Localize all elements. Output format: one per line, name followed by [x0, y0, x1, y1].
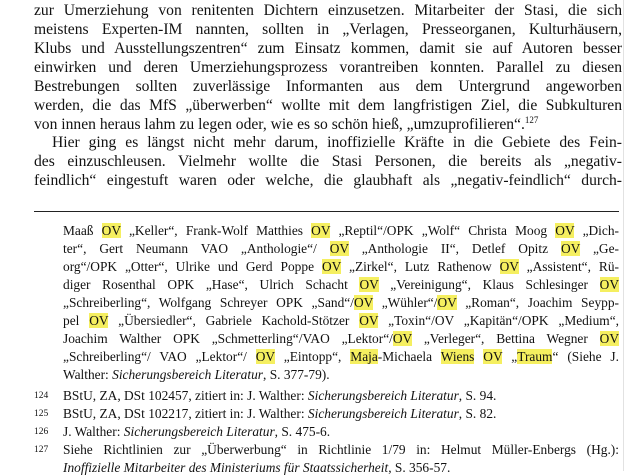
highlighted-term: OV [359, 313, 379, 328]
book-title: Sicherungsbereich Literatur [307, 406, 459, 421]
footnote-text: , S. 94. [458, 388, 497, 403]
highlighted-term: OV [89, 313, 109, 328]
footnote-text: „Schreiberling“, Wolfgang Schreyer OPK „Sand“/ [63, 295, 354, 310]
footnote-line [63, 277, 619, 293]
footnote-text: , S. 377-79). [263, 367, 330, 382]
footnote-number: 126 [34, 427, 49, 437]
body-line: werden, die das MfS „überwerben“ wollte mit dem langfristigen Ziel, die Subkulturen [34, 97, 622, 114]
footnote-text: BStU, ZA, DSt 102457, zitiert in: J. Walther: [63, 388, 308, 403]
footnote-line [63, 460, 619, 476]
footnote-text: pel [63, 313, 90, 328]
highlighted-term: OV [311, 223, 331, 238]
footnote-text: „Anthologie II“, Detlef Opitz [348, 241, 561, 256]
footnote-number: 125 [34, 409, 49, 419]
window-edge [623, 0, 631, 471]
body-line: Bestrebungen sollten zuverlässige Informanten aus dem Untergrund angeworben [34, 78, 622, 95]
book-title: Inoffizielle Mitarbeiter des Ministeriums für Staatssicherheit [63, 460, 389, 475]
footnote-text: „Reptil“/OPK „Wolf“ Christa Moog [330, 223, 556, 238]
footnote-text: „Ge- [580, 241, 619, 256]
highlighted-term: OV [499, 259, 519, 274]
body-line: zur Umerziehung von renitenten Dichtern einzusetzen. Mitarbeiter der Stasi, die sich [34, 2, 622, 19]
footnote-text: „Keller“, Frank-Wolf Matthies [120, 223, 312, 238]
body-line: von innen heraus lahm zu legen oder, wie es so schön hieß, „umzuprofilieren“. [34, 116, 525, 133]
footnote-line [63, 367, 619, 383]
highlighted-term: OV [599, 331, 619, 346]
footnote-text: Siehe Richtlinien zur „Überwerbung“ in Richtlinie 1/79 in: Helmut Müller-Enbergs (Hg.): [63, 442, 619, 457]
highlighted-term: OV [392, 331, 412, 346]
footnote-text: diger Rosenthal OPK „Hase“, Ulrich Schacht [63, 277, 360, 292]
footnote-text: „Wühler“/ [373, 295, 438, 310]
highlighted-term: OV [560, 241, 581, 256]
footnote-number: 124 [34, 391, 49, 401]
footnote-text: „Zirkel“, Lutz Rathenow [341, 259, 500, 274]
footnote-text: “ (Siehe J. [552, 349, 619, 364]
footnote-line [63, 406, 619, 422]
highlighted-term: OV [255, 349, 275, 364]
footnote-text: org“/OPK „Otter“, Ulrike und Gerd Poppe [63, 259, 322, 274]
highlighted-term: OV [353, 295, 374, 310]
highlighted-term: OV [321, 259, 342, 274]
body-line: des einzuschleusen. Vielmehr wollte die Stasi Personen, die bereits als „negativ- [34, 153, 622, 170]
body-line: meistens Experten-IM nannten, sollten in „Verlagen, Presseorganen, Kulturhäusern, [34, 21, 622, 38]
highlighted-term: Traum [517, 349, 553, 364]
book-title: Sicherungsbereich Literatur [307, 388, 459, 403]
highlighted-term: OV [483, 349, 503, 364]
footnote-line [63, 388, 619, 404]
footnote-text: -Michaela [377, 349, 441, 364]
highlighted-term: OV [599, 277, 619, 292]
footnote-text: ter“, Gert Neumann VAO „Anthologie“/ [63, 241, 330, 256]
footnote-text: „Roman“, Joachim Seypp- [456, 295, 619, 310]
footnote-text: BStU, ZA, DSt 102217, zitiert in: J. Walther: [63, 406, 308, 421]
footnote-line [63, 241, 619, 257]
footnote-text: J. Walther: [63, 424, 124, 439]
footnote-number: 127 [34, 445, 49, 455]
footnote-text: „Assistent“, Rü- [518, 259, 619, 274]
footnote-line [63, 442, 619, 458]
footnote-text: „Vereinigung“, Klaus Schlesinger [378, 277, 600, 292]
footnote-line [63, 331, 619, 347]
footnote-text: „Eintopp“, [274, 349, 351, 364]
footnote-text [474, 349, 483, 364]
footnote-text: „Schreiberling“/ VAO „Lektor“/ [63, 349, 256, 364]
highlighted-term: OV [101, 223, 121, 238]
footnote-text: Maaß [63, 223, 102, 238]
footnote-line [63, 313, 619, 329]
highlighted-term: OV [359, 277, 379, 292]
footnote-separator [34, 211, 619, 212]
highlighted-term: OV [437, 295, 457, 310]
highlighted-term: OV [329, 241, 349, 256]
highlighted-term: Maja [350, 349, 378, 364]
footnote-text: „Dich- [574, 223, 619, 238]
footnote-line [63, 259, 619, 275]
body-line-with-ref [34, 116, 622, 134]
footnote-text: , S. 475-6. [274, 424, 331, 439]
highlighted-term: OV [555, 223, 575, 238]
footnote-line [63, 424, 619, 440]
footnote-text: , S. 356-57. [388, 460, 451, 475]
book-title: Sicherungsbereich Literatur [123, 424, 275, 439]
footnote-line [63, 295, 619, 311]
highlighted-term: Wiens [440, 349, 475, 364]
footnote-ref[interactable]: 127 [524, 114, 539, 125]
book-title: Sicherungsbereich Literatur [112, 367, 263, 382]
footnote-text: Walther: [63, 367, 113, 382]
footnote-line [63, 349, 619, 365]
footnote-text: „ [502, 349, 518, 364]
footnote-text: „Toxin“/OV „Kapitän“/OPK „Medium“, [378, 313, 619, 328]
footnote-text: , S. 82. [458, 406, 497, 421]
body-line: feindlich“ eingestuft waren oder welche, die glaubhaft als „negativ-feindlich“ durch- [34, 172, 622, 189]
footnote-text: Joachim Walther OPK „Schmetterling“/VAO „Lektor“/ [63, 331, 393, 346]
footnote-line [63, 223, 619, 239]
footnote-text: „Übersiedler“, Gabriele Kachold-Stötzer [108, 313, 360, 328]
body-line: einwirken und deren Umerziehungsprozess vorantreiben konnten. Parallel zu diesen [34, 59, 622, 76]
body-line: Klubs und Ausstellungszentren“ zum Einsatz kommen, damit sie auf Autoren besser [34, 40, 622, 57]
footnote-text: „Verleger“, Bettina Wegner [411, 331, 600, 346]
body-line: Hier ging es längst nicht mehr darum, inoffizielle Kräfte in die Gebiete des Fein- [52, 134, 622, 151]
